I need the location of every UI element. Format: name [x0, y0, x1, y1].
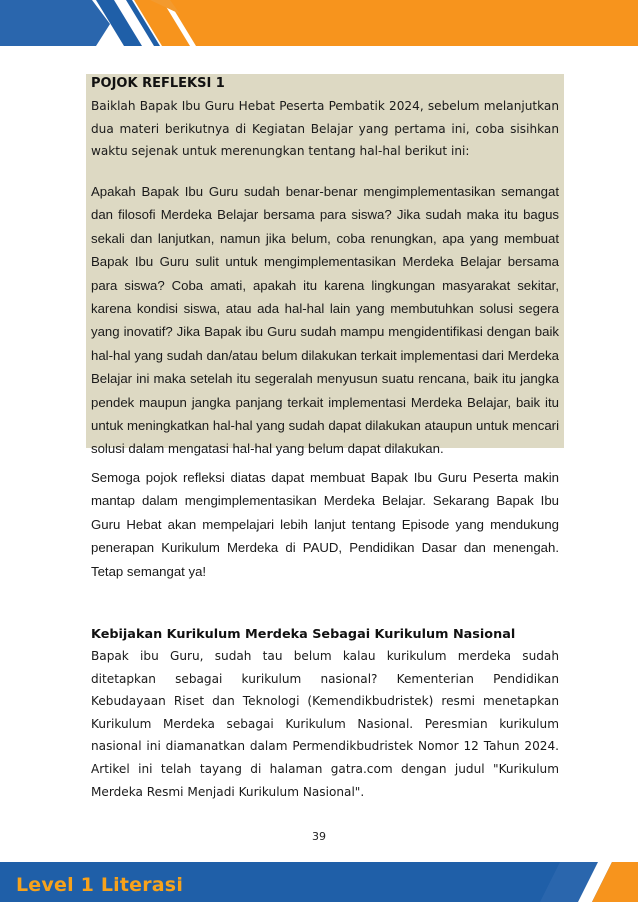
reflection-title: POJOK REFLEKSI 1	[91, 76, 225, 91]
section-title: Kebijakan Kurikulum Merdeka Sebagai Kurikulum Nasional	[91, 627, 516, 642]
header-decoration	[0, 0, 638, 46]
page-number: 39	[312, 830, 326, 843]
footer-label: Level 1 Literasi	[16, 874, 184, 896]
closing-paragraph: Semoga pojok refleksi diatas dapat membuat Bapak Ibu Guru Peserta makin mantap dalam mengimplementasikan Merdeka Belajar. Sekarang Bapak Ibu Guru Hebat akan mempelajari lebih lanjut tentang Episode yang mendukung penerapan Kurikulum Merdeka di PAUD, Pendidikan Dasar dan menengah. Tetap semangat ya!	[91, 470, 559, 579]
reflection-intro: Baiklah Bapak Ibu Guru Hebat Peserta Pembatik 2024, sebelum melanjutkan dua materi berikutnya di Kegiatan Belajar yang pertama ini, coba sisihkan waktu sejenak untuk merenungkan tentang hal-hal berikut ini:	[91, 99, 559, 159]
reflection-question: Apakah Bapak Ibu Guru sudah benar-benar mengimplementasikan semangat dan filosofi Merdeka Belajar bersama para siswa? Jika sudah maka itu bagus sekali dan lanjutkan, namun jika belum, coba renungkan, apa yang membuat Bapak Ibu Guru sulit untuk mengimplementasikan Merdeka Belajar bersama para siswa? Coba amati, apakah itu karena lingkungan masyarakat sekitar, karena kondisi siswa, atau ada hal-hal lain yang membutuhkan solusi segera yang inovatif? Jika Bapak ibu Guru sudah mampu mengidentifikasi dengan baik hal-hal yang sudah dan/atau belum dilakukan terkait implementasi dari Merdeka Belajar ini maka setelah itu segeralah menyusun suatu rencana, baik itu jangka pendek maupun jangka panjang terkait implementasi Merdeka Belajar, baik itu untuk meningkatkan hal-hal yang sudah dapat dilakukan ataupun untuk mencari solusi dalam mengatasi hal-hal yang belum dapat dilakukan.	[91, 184, 559, 457]
section-body: Bapak ibu Guru, sudah tau belum kalau kurikulum merdeka sudah ditetapkan sebagai kurikulum nasional? Kementerian Pendidikan Kebudayaan Riset dan Teknologi (Kemendikbudristek) resmi menetapkan Kurikulum Merdeka sebagai Kurikulum Nasional. Peresmian kurikulum nasional ini diamanatkan dalam Permendikbudristek Nomor 12 Tahun 2024. Artikel ini telah tayang di halaman gatra.com dengan judul "Kurikulum Merdeka Resmi Menjadi Kurikulum Nasional".	[91, 649, 559, 799]
